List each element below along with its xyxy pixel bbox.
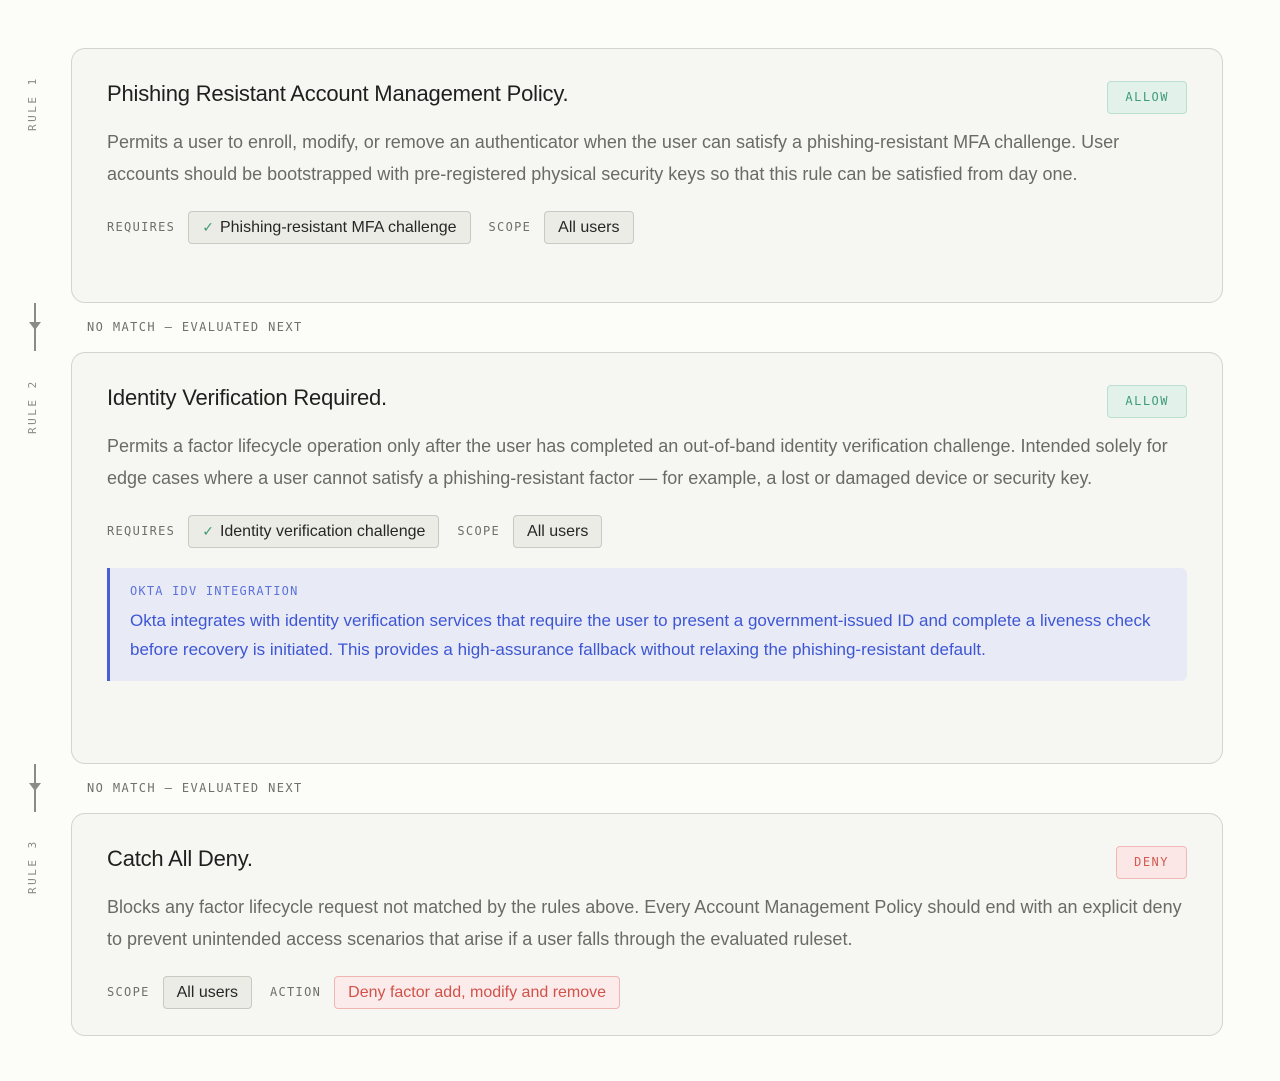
rule-1-title: Phishing Resistant Account Management Policy.	[107, 81, 569, 106]
scope-label: SCOPE	[457, 524, 501, 538]
requires-value: Identity verification challenge	[219, 522, 426, 540]
connector-label: NO MATCH — EVALUATED NEXT	[87, 320, 303, 334]
rule-1-label: RULE 1	[26, 76, 39, 131]
rule-2-title: Identity Verification Required.	[107, 385, 387, 410]
arrow-down-icon	[29, 322, 41, 330]
scope-chip: All users	[163, 976, 252, 1009]
arrow-down-icon	[29, 783, 41, 791]
rule-card-1	[71, 48, 1223, 303]
rule-card-3	[71, 813, 1223, 1036]
scope-label: SCOPE	[488, 220, 532, 234]
check-icon: ✓	[202, 218, 214, 235]
rule-1-description: Permits a user to enroll, modify, or remove an authenticator when the user can satisfy a phishing-resistant MFA challenge. User accounts should be bootstrapped with pre-registered physical security keys so that this rule can be satisfied from day one.	[107, 132, 1120, 184]
scope-chip: All users	[513, 515, 602, 548]
deny-badge: DENY	[1116, 846, 1187, 879]
allow-badge: ALLOW	[1107, 81, 1187, 114]
allow-badge: ALLOW	[1107, 385, 1187, 418]
requires-chip	[188, 515, 439, 548]
scope-label: SCOPE	[107, 985, 150, 999]
rule-3-description: Blocks any factor lifecycle request not matched by the rules above. Every Account Management Policy should end with an explicit deny to prevent unintended access scenarios that arise if a user falls through the evaluated ruleset.	[107, 897, 1182, 949]
requires-label: REQUIRES	[107, 524, 176, 538]
requires-label: REQUIRES	[107, 220, 176, 234]
rule-3-title: Catch All Deny.	[107, 846, 253, 871]
action-label: ACTION	[269, 985, 322, 999]
rule-2-label: RULE 2	[26, 379, 39, 434]
scope-chip: All users	[544, 211, 633, 244]
rule-3-label: RULE 3	[26, 839, 39, 894]
action-chip: Deny factor add, modify and remove	[334, 976, 620, 1009]
idv-integration-note	[107, 568, 1187, 681]
rule-3-meta	[107, 975, 1187, 1009]
requires-value: Phishing-resistant MFA challenge	[219, 218, 457, 236]
connector-label: NO MATCH — EVALUATED NEXT	[87, 781, 303, 795]
rule-1-meta	[107, 210, 1187, 244]
rule-card-2	[71, 352, 1223, 764]
rule-2-description: Permits a factor lifecycle operation only after the user has completed an out-of-band identity verification challenge. Intended solely for edge cases where a user cannot satisfy a phishing-resistant factor — for example, a lost or damaged device or security key.	[107, 436, 1168, 488]
requires-chip	[188, 211, 470, 244]
note-body: Okta integrates with identity verification services that require the user to present a government-issued ID and complete a liveness check before recovery is initiated. This provides a high-assurance fallback without relaxing the phishing-resistant default.	[130, 611, 1151, 659]
note-title: OKTA IDV INTEGRATION	[130, 584, 299, 598]
rule-2-meta	[107, 514, 1187, 548]
check-icon: ✓	[202, 522, 214, 539]
